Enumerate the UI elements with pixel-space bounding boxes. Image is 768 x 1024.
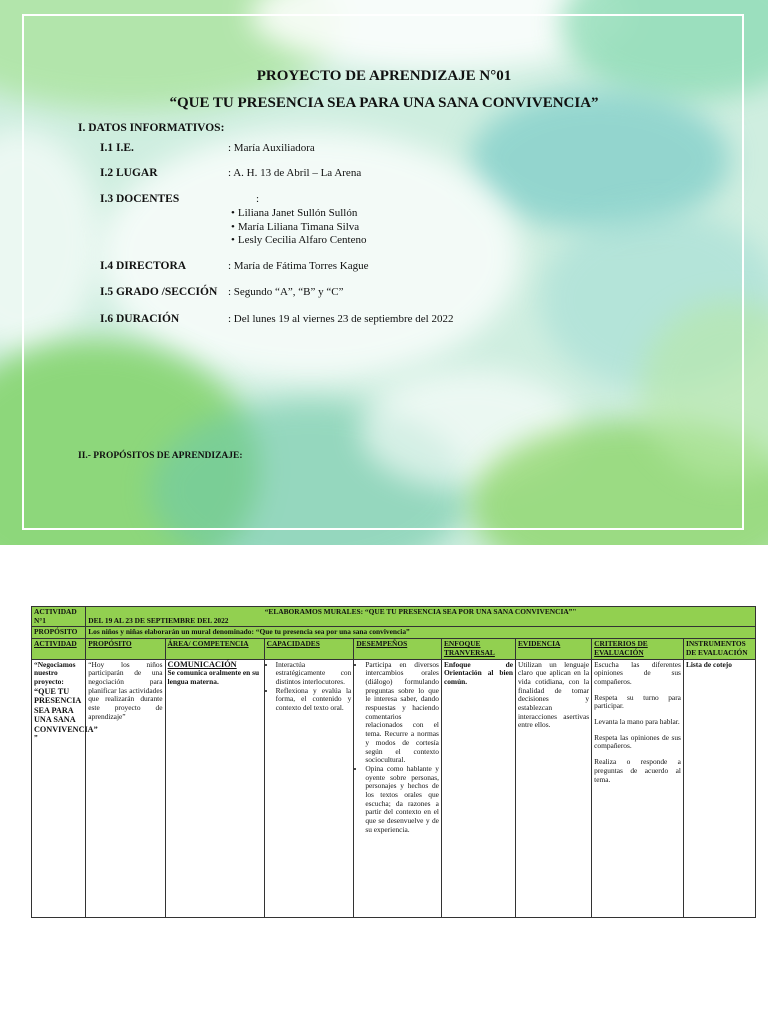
propositos-table xyxy=(31,606,756,918)
propositos-table-wrapper xyxy=(31,606,756,918)
cell-proposito: “Hoy los niños participarán de una negociación para planificar las actividades que realizarán durante este proyecto de aprendizaje” xyxy=(86,659,165,917)
cell-actividad xyxy=(32,659,98,917)
criterio-item: Respeta su turno para participar. xyxy=(594,692,681,711)
cell-desempenos xyxy=(354,659,442,917)
header-instrumentos: INSTRUMENTOS DE EVALUACIÓN xyxy=(683,639,755,659)
section-heading-propositos: II.- PROPÓSITOS DE APRENDIZAJE: xyxy=(78,451,243,461)
header-desempenos: DESEMPEÑOS xyxy=(354,639,442,659)
actividad-name: “QUE TU PRESENCIA SEA PARA UNA SANA CONVIVENCIA” xyxy=(34,686,98,734)
cell-capacidades xyxy=(264,659,354,917)
actividad-line: “Negociamos nuestro proyecto: xyxy=(34,659,76,686)
project-title: PROYECTO DE APRENDIZAJE N°01 xyxy=(256,68,512,84)
header-evidencia: EVIDENCIA xyxy=(516,639,592,659)
proposito-label-cell: PROPÓSITO xyxy=(32,627,86,639)
desempenos-list xyxy=(356,661,439,835)
actividad-title-cell xyxy=(86,607,756,627)
cell-instrumentos: Lista de cotejo xyxy=(683,659,755,917)
header-proposito: PROPÓSITO xyxy=(86,639,165,659)
capacidades-list xyxy=(267,661,352,713)
actividad-title: “ELABORAMOS MURALES: “QUE TU PRESENCIA SEA POR UNA SANA CONVIVENCIA”" xyxy=(264,607,577,616)
actividad-dates: DEL 19 AL 23 DE SEPTIEMBRE DEL 2022 xyxy=(88,615,229,625)
desempeno-item: • Opina como hablante y oyente sobre personas, personajes y hechos de los textos orales que escucha; da razones a partir del contexto en el que se desenvuelve y de su experiencia. xyxy=(365,765,439,835)
lugar-value: : A. H. 13 de Abril – La Arena xyxy=(228,167,362,179)
header-criterios: CRITERIOS DE EVALUACIÓN xyxy=(592,639,684,659)
docentes-label: I.3 DOCENTES xyxy=(100,193,180,205)
area-title: COMUNICACIÓN xyxy=(167,659,237,669)
area-competencia: Se comunica oralmente en su lengua materna. xyxy=(167,668,260,686)
directora-value: : María de Fátima Torres Kague xyxy=(228,260,369,272)
criterio-item: Escucha las diferentes opiniones de sus compañeros. xyxy=(594,659,681,686)
docentes-colon: : xyxy=(256,193,260,205)
section-heading-datos: I. DATOS INFORMATIVOS: xyxy=(78,122,225,134)
desempeno-item: • Participa en diversos intercambios orales (diálogo) formulando preguntas sobre lo que le interesa saber, dando respuestas y haciendo comentarios relacionados con el tema. Recurre a normas y modos de cortesía según el contexto sociocultural. xyxy=(365,661,439,765)
ie-label: I.1 I.E. xyxy=(100,142,134,154)
header-area: ÁREA/ COMPETENCIA xyxy=(165,639,264,659)
capacidad-item: • Reflexiona y evalúa la forma, el contenido y contexto del texto oral. xyxy=(276,687,352,713)
cell-evidencia: Utilizan un lenguaje claro que aplican en la vida cotidiana, con la finalidad de tomar decisiones y establezcan interacciones asertivas entre ellos. xyxy=(516,659,592,917)
duracion-value: : Del lunes 19 al viernes 23 de septiembre del 2022 xyxy=(228,313,454,325)
project-subtitle: “QUE TU PRESENCIA SEA PARA UNA SANA CONVIVENCIA” xyxy=(169,95,599,111)
capacidad-item: • Interactúa estratégicamente con distintos interlocutores. xyxy=(276,661,352,687)
docente-item: • María Liliana Timana Silva xyxy=(231,221,366,235)
header-actividad: ACTIVIDAD xyxy=(32,639,86,659)
criterio-item: Levanta la mano para hablar. xyxy=(594,717,680,727)
header-capacidades: CAPACIDADES xyxy=(264,639,354,659)
docente-item: • Lesly Cecilia Alfaro Centeno xyxy=(231,234,366,248)
actividad-close-quote: ” xyxy=(34,733,38,743)
actividad-number-cell: ACTIVIDAD N°1 xyxy=(32,607,86,627)
grado-label: I.5 GRADO /SECCIÓN xyxy=(100,286,218,298)
cell-criterios xyxy=(592,659,684,917)
header-enfoque: ENFOQUE TRANVERSAL xyxy=(441,639,515,659)
criterio-item: Realiza o responde a preguntas de acuerdo al tema. xyxy=(594,757,681,784)
docentes-list xyxy=(231,207,366,248)
cell-area xyxy=(165,659,264,917)
cell-enfoque: Enfoque de Orientación al bien común. xyxy=(441,659,515,917)
criterio-item: Respeta las opiniones de sus compañeros. xyxy=(594,732,681,751)
proposito-text-cell: Los niños y niñas elaborarán un mural denominado: “Que tu presencia sea por una sana convivencia” xyxy=(86,627,756,639)
ie-value: : María Auxiliadora xyxy=(228,142,315,154)
directora-label: I.4 DIRECTORA xyxy=(100,260,187,272)
grado-value: : Segundo “A”, “B” y “C” xyxy=(228,286,344,298)
duracion-label: I.6 DURACIÓN xyxy=(100,313,180,325)
lugar-label: I.2 LUGAR xyxy=(100,167,158,179)
docente-item: • Liliana Janet Sullón Sullón xyxy=(231,207,366,221)
